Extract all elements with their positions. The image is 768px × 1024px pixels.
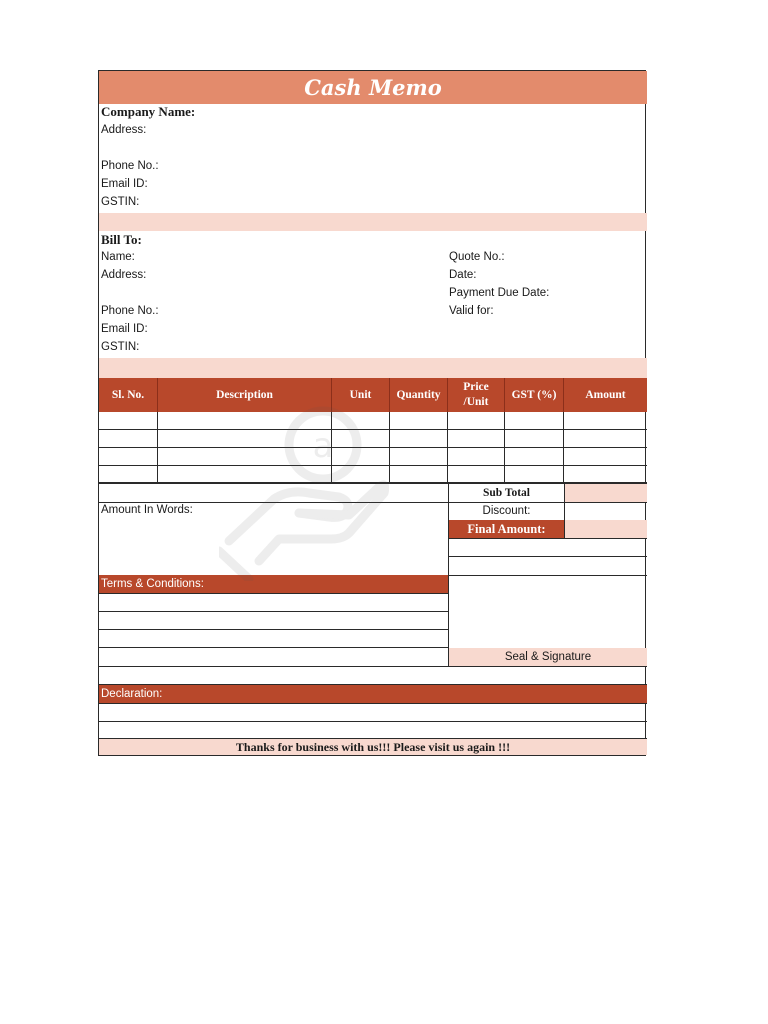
sub-total-label: Sub Total xyxy=(483,487,530,499)
cell-price[interactable] xyxy=(448,466,505,484)
separator-band xyxy=(99,358,647,378)
cell-quantity[interactable] xyxy=(390,412,448,430)
header-price-line1: Price xyxy=(463,381,489,393)
cell-quantity[interactable] xyxy=(390,466,448,484)
cell-price[interactable] xyxy=(448,412,505,430)
cell-amount[interactable] xyxy=(564,448,647,466)
memo-title: Cash Memo xyxy=(99,71,647,104)
signature-area[interactable] xyxy=(449,576,647,648)
header-amount: Amount xyxy=(585,388,626,401)
declaration-line-2[interactable] xyxy=(99,722,647,739)
terms-conditions-header: Terms & Conditions: xyxy=(99,575,448,593)
cell-gst[interactable] xyxy=(505,412,564,430)
header-unit: Unit xyxy=(332,378,390,412)
date-label: Date: xyxy=(449,269,477,281)
terms-line-1[interactable] xyxy=(99,594,448,611)
svg-text:a: a xyxy=(312,426,334,466)
row-line xyxy=(99,666,647,667)
cell-quantity[interactable] xyxy=(390,430,448,448)
header-price-unit xyxy=(448,378,505,412)
cell-gst[interactable] xyxy=(505,448,564,466)
header-price-line2: /Unit xyxy=(463,396,489,408)
hand-coin-watermark-icon xyxy=(219,401,389,581)
cell-sl-no[interactable] xyxy=(99,412,158,430)
payment-due-date-label: Payment Due Date: xyxy=(449,287,550,299)
cash-memo-form xyxy=(98,70,646,756)
bill-to-gstin-label: GSTIN: xyxy=(101,341,140,353)
cell-sl-no[interactable] xyxy=(99,448,158,466)
bill-to-heading: Bill To: xyxy=(101,232,142,247)
header-sl-no: Sl. No. xyxy=(99,378,158,412)
header-description: Description xyxy=(158,378,332,412)
separator-band xyxy=(99,213,647,231)
bill-to-phone-label: Phone No.: xyxy=(101,305,159,317)
final-amount-value[interactable] xyxy=(565,520,647,538)
bill-to-address-label: Address: xyxy=(101,269,147,281)
cell-gst[interactable] xyxy=(505,430,564,448)
cell-sl-no[interactable] xyxy=(99,466,158,484)
cell-gst[interactable] xyxy=(505,466,564,484)
amount-in-words-label: Amount In Words: xyxy=(101,504,193,516)
header-gst: GST (%) xyxy=(505,378,564,412)
quote-no-label: Quote No.: xyxy=(449,251,505,263)
company-gstin-label: GSTIN: xyxy=(101,196,140,208)
bill-to-name-label: Name: xyxy=(101,251,135,263)
declaration-header: Declaration: xyxy=(99,685,647,703)
valid-for-label: Valid for: xyxy=(449,305,494,317)
terms-line-2[interactable] xyxy=(99,612,448,629)
cell-amount[interactable] xyxy=(564,430,647,448)
discount-value[interactable] xyxy=(565,502,647,520)
cell-sl-no[interactable] xyxy=(99,430,158,448)
row-line xyxy=(448,538,647,539)
discount-label: Discount: xyxy=(482,505,531,517)
company-phone-label: Phone No.: xyxy=(101,160,159,172)
row-line xyxy=(448,556,647,557)
bill-to-email-label: Email ID: xyxy=(101,323,148,335)
declaration-line-1[interactable] xyxy=(99,704,647,721)
cell-quantity[interactable] xyxy=(390,448,448,466)
footer-thanks-message: Thanks for business with us!!! Please visit us again !!! xyxy=(99,739,647,755)
terms-line-3[interactable] xyxy=(99,630,448,647)
company-email-label: Email ID: xyxy=(101,178,148,190)
seal-signature-label: Seal & Signature xyxy=(449,648,647,666)
header-quantity: Quantity xyxy=(390,378,448,412)
cell-amount[interactable] xyxy=(564,412,647,430)
cell-price[interactable] xyxy=(448,430,505,448)
company-address-label: Address: xyxy=(101,124,147,136)
sub-total-value[interactable] xyxy=(565,484,647,502)
cell-amount[interactable] xyxy=(564,466,647,484)
final-amount-label: Final Amount: xyxy=(449,520,564,538)
cell-price[interactable] xyxy=(448,448,505,466)
company-name-label: Company Name: xyxy=(101,104,196,119)
terms-line-4[interactable] xyxy=(99,648,448,666)
